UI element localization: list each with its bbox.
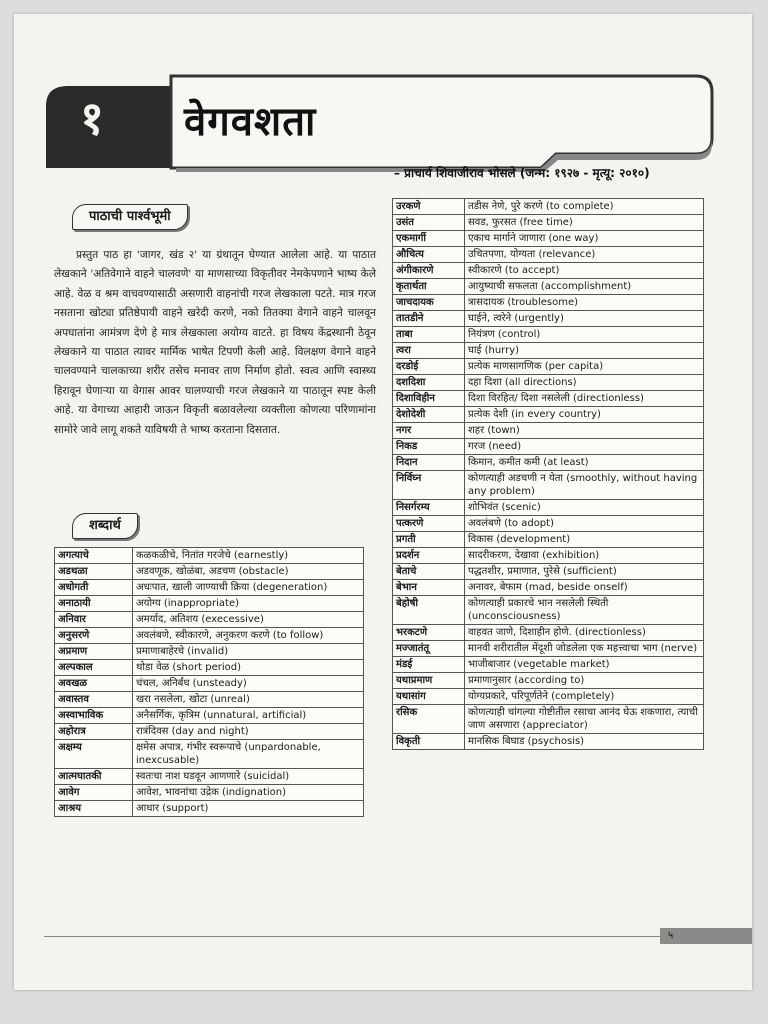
- glossary-row: [55, 740, 364, 769]
- glossary-row: [393, 407, 704, 423]
- author-line: – प्राचार्य शिवाजीराव भोसले (जन्म: १९२७ - मृत्यू: २०१०): [394, 166, 650, 180]
- glossary-row: [393, 391, 704, 407]
- glossary-meaning: स्वतःचा नाश घडवून आणणारे (suicidal): [133, 769, 364, 785]
- glossary-meaning: दहा दिशा (all directions): [465, 375, 704, 391]
- glossary-meaning: अडवणूक, खोळंबा, अडचण (obstacle): [133, 564, 364, 580]
- glossary-meaning: तडीस नेणे, पुरे करणे (to complete): [465, 199, 704, 215]
- glossary-word: बेभान: [393, 580, 465, 596]
- glossary-row: [55, 708, 364, 724]
- glossary-word: पत्करणे: [393, 516, 465, 532]
- glossary-meaning: अधःपात, खाली जाण्याची क्रिया (degeneration): [133, 580, 364, 596]
- glossary-word: एकमार्गी: [393, 231, 465, 247]
- glossary-word: अक्षम्य: [55, 740, 133, 769]
- glossary-row: [393, 455, 704, 471]
- glossary-meaning: स्वीकारणे (to accept): [465, 263, 704, 279]
- banner-number-tab: [46, 86, 171, 168]
- glossary-row: [393, 263, 704, 279]
- glossary-meaning: प्रत्येक माणसागणिक (per capita): [465, 359, 704, 375]
- glossary-row: [55, 628, 364, 644]
- glossary-word: प्रगती: [393, 532, 465, 548]
- glossary-meaning: आधार (support): [133, 801, 364, 817]
- glossary-heading-text: शब्दार्थ: [89, 518, 121, 533]
- glossary-meaning: घाईने, त्वरेने (urgently): [465, 311, 704, 327]
- glossary-word: अस्वाभाविक: [55, 708, 133, 724]
- glossary-row: [55, 548, 364, 564]
- page: [14, 14, 752, 990]
- background-paragraph: प्रस्तुत पाठ हा 'जागर, खंड २' या ग्रंथातून घेण्यात आलेला आहे. या पाठात लेखकाने 'अतिवेगाने वाहने चालवणे' या माणसाच्या विकृतीवर नेमकेपणाने भाष्य केले आहे. वेळ व श्रम वाचवण्यासाठी असणारी वाहनांची गरज लेखकाला पटते. मात्र गरज नसताना खोट्या प्रतिष्ठेपायी वाहने खरेदी करणे, नको तितक्या वेगाने वाहने चालवून अपघातांना आमंत्रण देणे हे मात्र लेखकाला अयोग्य वाटते. हा विषय केंद्रस्थानी ठेवून लेखकाने या पाठात त्यावर मार्मिक भाषेत टिपणी केली आहे. विलक्षण वेगाने वाहने चालवण्याने चालकाच्या शरीर तसेच मनावर ताण निर्माण होतो. स्वत्व आणि स्वास्थ्य हिरावून घेणाऱ्या या वेगास आवर घालण्याची गरज लेखकाने या पाठातून स्पष्ट केली आहे. या वेगाच्या आहारी जाऊन विकृती बळावलेल्या व्यक्तीला कोणत्या परिणामांना सामोरे जावे लागू शकते याविषयी ते भाष्य करताना दिसतात.: [54, 249, 376, 436]
- glossary-word: जाचदायक: [393, 295, 465, 311]
- glossary-word: यथाप्रमाण: [393, 673, 465, 689]
- glossary-row: [393, 327, 704, 343]
- glossary-word: निकड: [393, 439, 465, 455]
- glossary-row: [55, 692, 364, 708]
- glossary-row: [393, 548, 704, 564]
- glossary-word: कृतार्थता: [393, 279, 465, 295]
- glossary-word: उरकणे: [393, 199, 465, 215]
- glossary-meaning: प्रमाणानुसार (according to): [465, 673, 704, 689]
- glossary-meaning: अमर्याद, अतिशय (execessive): [133, 612, 364, 628]
- glossary-meaning: शोभिवंत (scenic): [465, 500, 704, 516]
- glossary-meaning: योग्यप्रकारे, परिपूर्णतेने (completely): [465, 689, 704, 705]
- glossary-row: [393, 279, 704, 295]
- glossary-row: [393, 705, 704, 734]
- glossary-row: [393, 375, 704, 391]
- glossary-word: त्वरा: [393, 343, 465, 359]
- glossary-row: [393, 247, 704, 263]
- glossary-row: [393, 359, 704, 375]
- glossary-meaning: अवलंबणे, स्वीकारणे, अनुकरण करणे (to follow): [133, 628, 364, 644]
- background-heading: [72, 204, 188, 230]
- glossary-meaning: क्षमेस अपात्र, गंभीर स्वरूपाचे (unpardonable, inexcusable): [133, 740, 364, 769]
- glossary-meaning: प्रत्येक देशी (in every country): [465, 407, 704, 423]
- glossary-row: [55, 596, 364, 612]
- glossary-meaning: सवड, फुरसत (free time): [465, 215, 704, 231]
- glossary-row: [393, 471, 704, 500]
- glossary-meaning: खरा नसलेला, खोटा (unreal): [133, 692, 364, 708]
- glossary-row: [55, 612, 364, 628]
- glossary-word: मज्जातंतू: [393, 641, 465, 657]
- glossary-meaning: आवेश, भावनांचा उद्रेक (indignation): [133, 785, 364, 801]
- glossary-word: अधोगती: [55, 580, 133, 596]
- glossary-word: मंडई: [393, 657, 465, 673]
- glossary-meaning: कोणत्याही चांगल्या गोष्टीतील रसाचा आनंद घेऊ शकणारा, त्याची जाण असणारा (appreciator): [465, 705, 704, 734]
- glossary-row: [55, 724, 364, 740]
- glossary-row: [393, 500, 704, 516]
- glossary-row: [393, 231, 704, 247]
- glossary-meaning: चंचल, अनिर्बंध (unsteady): [133, 676, 364, 692]
- glossary-meaning: मानवी शरीरातील मेंदूशी जोडलेला एक महत्त्वाचा भाग (nerve): [465, 641, 704, 657]
- glossary-word: अल्पकाल: [55, 660, 133, 676]
- glossary-row: [393, 516, 704, 532]
- glossary-word: अगत्याचे: [55, 548, 133, 564]
- glossary-word: अनुसरणे: [55, 628, 133, 644]
- background-text: [54, 246, 376, 440]
- glossary-word: आश्रय: [55, 801, 133, 817]
- glossary-row: [55, 660, 364, 676]
- glossary-row: [393, 596, 704, 625]
- glossary-row: [393, 734, 704, 750]
- glossary-word: दरडोई: [393, 359, 465, 375]
- glossary-row: [393, 657, 704, 673]
- glossary-word: औचित्य: [393, 247, 465, 263]
- glossary-meaning: विकास (development): [465, 532, 704, 548]
- background-heading-text: पाठाची पार्श्वभूमी: [89, 209, 171, 224]
- glossary-word: निर्विघ्न: [393, 471, 465, 500]
- glossary-row: [393, 423, 704, 439]
- glossary-word: अवास्तव: [55, 692, 133, 708]
- glossary-meaning: पद्धतशीर, प्रमाणात, पुरेसे (sufficient): [465, 564, 704, 580]
- glossary-heading: [72, 513, 138, 539]
- glossary-word: निदान: [393, 455, 465, 471]
- glossary-meaning: अयोग्य (inappropriate): [133, 596, 364, 612]
- chapter-number: १: [80, 91, 104, 145]
- glossary-row: [55, 769, 364, 785]
- glossary-meaning: शहर (town): [465, 423, 704, 439]
- glossary-row: [55, 644, 364, 660]
- glossary-word: ताबा: [393, 327, 465, 343]
- glossary-meaning: वाहवत जाणे, दिशाहीन होणे. (directionless): [465, 625, 704, 641]
- glossary-word: अप्रमाण: [55, 644, 133, 660]
- glossary-word: दशदिशा: [393, 375, 465, 391]
- glossary-row: [393, 343, 704, 359]
- glossary-word: प्रदर्शन: [393, 548, 465, 564]
- glossary-meaning: गरज (need): [465, 439, 704, 455]
- glossary-meaning: कळकळीचे, नितांत गरजेचे (earnestly): [133, 548, 364, 564]
- glossary-word: तातडीने: [393, 311, 465, 327]
- glossary-row: [393, 439, 704, 455]
- page-number: ५: [660, 928, 752, 944]
- glossary-meaning: उचितपणा, योग्यता (relevance): [465, 247, 704, 263]
- glossary-row: [393, 564, 704, 580]
- glossary-table-right: [392, 198, 704, 750]
- glossary-row: [393, 673, 704, 689]
- glossary-word: यथासांग: [393, 689, 465, 705]
- glossary-row: [55, 580, 364, 596]
- glossary-row: [393, 689, 704, 705]
- glossary-word: अनाठायी: [55, 596, 133, 612]
- glossary-word: उसंत: [393, 215, 465, 231]
- glossary-row: [393, 580, 704, 596]
- glossary-row: [393, 215, 704, 231]
- glossary-meaning: मानसिक बिघाड (psychosis): [465, 734, 704, 750]
- glossary-row: [393, 199, 704, 215]
- glossary-meaning: अनैसर्गिक, कृत्रिम (unnatural, artificial): [133, 708, 364, 724]
- glossary-word: अवखळ: [55, 676, 133, 692]
- glossary-word: विकृती: [393, 734, 465, 750]
- glossary-row: [393, 625, 704, 641]
- glossary-meaning: दिशा विरहित/ दिशा नसलेली (directionless): [465, 391, 704, 407]
- glossary-meaning: रात्रंदिवस (day and night): [133, 724, 364, 740]
- glossary-word: बेहोषी: [393, 596, 465, 625]
- glossary-meaning: किमान, कमीत कमी (at least): [465, 455, 704, 471]
- glossary-word: आवेग: [55, 785, 133, 801]
- glossary-meaning: नियंत्रण (control): [465, 327, 704, 343]
- glossary-row: [393, 295, 704, 311]
- glossary-word: रसिक: [393, 705, 465, 734]
- glossary-row: [55, 564, 364, 580]
- glossary-word: भरकटणे: [393, 625, 465, 641]
- glossary-row: [55, 785, 364, 801]
- chapter-title: वेगवशता: [184, 99, 317, 145]
- glossary-meaning: आयुष्याची सफलता (accomplishment): [465, 279, 704, 295]
- glossary-word: देशोदेशी: [393, 407, 465, 423]
- glossary-row: [393, 641, 704, 657]
- glossary-meaning: त्रासदायक (troublesome): [465, 295, 704, 311]
- chapter-banner: [36, 46, 716, 176]
- glossary-meaning: सादरीकरण, देखावा (exhibition): [465, 548, 704, 564]
- glossary-word: बेताचे: [393, 564, 465, 580]
- glossary-word: अहोरात्र: [55, 724, 133, 740]
- glossary-word: नगर: [393, 423, 465, 439]
- glossary-meaning: अवलंबणे (to adopt): [465, 516, 704, 532]
- glossary-word: निसर्गरम्य: [393, 500, 465, 516]
- glossary-word: अडथळा: [55, 564, 133, 580]
- glossary-meaning: थोडा वेळ (short period): [133, 660, 364, 676]
- glossary-row: [393, 532, 704, 548]
- glossary-table-left: [54, 547, 364, 817]
- glossary-meaning: घाई (hurry): [465, 343, 704, 359]
- glossary-word: दिशाविहीन: [393, 391, 465, 407]
- glossary-word: अंगीकारणे: [393, 263, 465, 279]
- glossary-word: आत्मघातकी: [55, 769, 133, 785]
- footer-rule: [44, 936, 660, 937]
- glossary-meaning: कोणत्याही अडचणी न येता (smoothly, without having any problem): [465, 471, 704, 500]
- glossary-word: अनिवार: [55, 612, 133, 628]
- glossary-row: [393, 311, 704, 327]
- glossary-meaning: प्रमाणाबाहेरचे (invalid): [133, 644, 364, 660]
- glossary-meaning: एकाच मार्गाने जाणारा (one way): [465, 231, 704, 247]
- glossary-meaning: भाजीबाजार (vegetable market): [465, 657, 704, 673]
- glossary-row: [55, 676, 364, 692]
- glossary-meaning: कोणत्याही प्रकारचे भान नसलेली स्थिती (unconsciousness): [465, 596, 704, 625]
- glossary-row: [55, 801, 364, 817]
- glossary-meaning: अनावर, बेफाम (mad, beside onself): [465, 580, 704, 596]
